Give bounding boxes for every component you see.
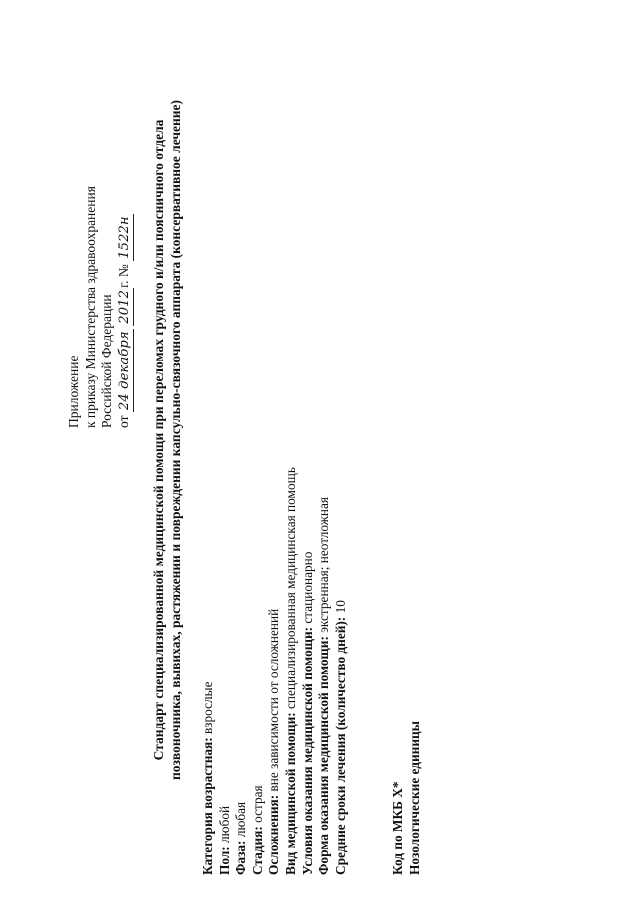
param-stage: Стадия: острая bbox=[249, 785, 265, 875]
year-suffix: г. bbox=[115, 280, 131, 288]
number-sign: № bbox=[115, 264, 131, 278]
param-complications: Осложнения: вне зависимости от осложнений bbox=[266, 608, 282, 875]
mkb-code-label: Код по МКБ X* bbox=[390, 781, 405, 875]
param-care-conditions: Условия оказания медицинской помощи: стационарно bbox=[299, 551, 315, 875]
param-phase: Фаза: любая bbox=[233, 801, 249, 875]
title-line-2: позвоночника, вывихах, растяжении и повреждении капсульно-связочного аппарата (консервативное лечение) bbox=[168, 99, 183, 781]
param-care-type: Вид медицинской помощи: специализированная медицинская помощь bbox=[282, 467, 298, 875]
param-treatment-duration: Средние сроки лечения (количество дней): 10 bbox=[332, 600, 348, 875]
handwritten-date: 24 декабря bbox=[117, 329, 135, 412]
nosology-label: Нозологические единицы bbox=[406, 720, 422, 875]
date-prefix: от bbox=[115, 415, 131, 428]
param-care-form: Форма оказания медицинской помощи: экстренная; неотложная bbox=[316, 497, 332, 875]
standard-title bbox=[150, 35, 184, 845]
param-age-category: Категория возрастная: взрослые bbox=[200, 681, 215, 875]
appendix-title: Приложение bbox=[66, 355, 81, 428]
appendix-date-line bbox=[116, 186, 135, 428]
appendix-federation: Российской Федерации bbox=[99, 294, 114, 428]
appendix-header bbox=[66, 186, 134, 428]
title-line-1: Стандарт специализированной медицинской помощи при переломах грудного и/или поясничного отдела bbox=[151, 119, 166, 761]
param-sex: Пол: любой bbox=[216, 805, 232, 875]
handwritten-order-number: 1522н bbox=[117, 214, 135, 261]
appendix-order-ref: к приказу Министерства здравоохранения bbox=[82, 186, 98, 428]
standard-parameters bbox=[200, 467, 349, 875]
handwritten-year: 2012 bbox=[117, 288, 135, 326]
mkb-section bbox=[390, 721, 423, 875]
